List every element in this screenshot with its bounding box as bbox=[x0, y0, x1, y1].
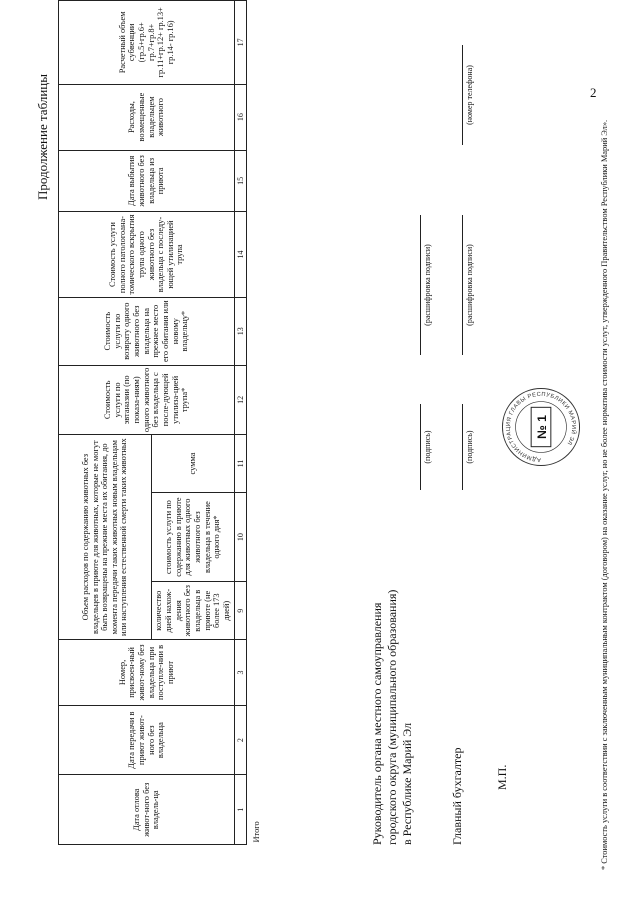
total-label: Итого bbox=[252, 821, 262, 843]
header-subvention-volume: Расчетный объем субвенции (гр.5+гр.6+ гр.7+гр.8+ гр.11+гр.12+ гр.13+ гр.14- гр.16) bbox=[59, 1, 235, 85]
column-number-row bbox=[235, 1, 247, 845]
header-return-cost: Стоимость услуги по возврату одного животного без владельца на прежнее место его обитания или новому владельцу* bbox=[59, 297, 235, 365]
footnote: * Стоимость услуги в соответствии с заключенным муниципальным контрактом (договором) на оказание услуг, но не более норматива стоимости услут, утвержденного Правительством Республики Марий Эл». bbox=[600, 119, 609, 870]
accountant-signature-caption: (подпись) bbox=[465, 430, 474, 464]
column-number: 9 bbox=[235, 582, 247, 640]
column-number: 12 bbox=[235, 365, 247, 435]
column-number: 2 bbox=[235, 705, 247, 775]
column-number: 10 bbox=[235, 492, 247, 581]
header-sum: сумма bbox=[152, 435, 235, 493]
head-signature-caption: (подпись) bbox=[423, 430, 432, 464]
head-transcript-caption: (расшифровка подписи) bbox=[423, 244, 432, 326]
header-capture-date: Дата отлова живот-ного без владель-ца bbox=[59, 775, 235, 845]
column-number: 11 bbox=[235, 435, 247, 493]
header-maintenance-group: Объем расходов по содержанию животных без владельцев в приюте для животных, которые не могут быть возвращены на прежние места их обитания, до момента передачи таких животных новым владельцам или наступления естественной смерти таких животных bbox=[59, 435, 152, 640]
header-euthanasia-cost: Стоимость услуги по эвтаназии (по показа-ниям) одного животного без владельца с после-дующей утилиза-цией трупа* bbox=[59, 365, 235, 435]
official-stamp bbox=[500, 386, 582, 468]
header-exit-date: Дата выбытия животного без владельца из приюта bbox=[59, 150, 235, 212]
phone-caption: (номер телефона) bbox=[465, 65, 474, 125]
head-title-line: Руководитель органа местного самоуправления bbox=[370, 602, 384, 845]
header-transfer-date: Дата передачи в приют живот-ного без владельца bbox=[59, 705, 235, 775]
header-daily-cost: стоимость услуги по содержанию в приюте для животных одного животного без владельца в течение одного дня* bbox=[152, 492, 235, 581]
header-animal-number: Номер, присвоен-ный живот-ному без владельца при поступле-нии в приют bbox=[59, 640, 235, 706]
column-number: 15 bbox=[235, 150, 247, 212]
accountant-transcript-caption: (расшифровка подписи) bbox=[465, 244, 474, 326]
header-owner-reimbursed: Расходы, возмещенные владельцем животного bbox=[59, 84, 235, 150]
total-row bbox=[247, 1, 265, 845]
accountant-signature-line bbox=[462, 404, 463, 490]
column-number: 17 bbox=[235, 1, 247, 85]
header-autopsy-cost: Стоимость услуги полного патологоана-томического вскрытия трупа одного животного без владельца с последу-ющей утилизацией трупа bbox=[59, 212, 235, 298]
head-title bbox=[370, 590, 415, 845]
head-signature-line bbox=[420, 404, 421, 490]
header-days-count: количество дней нахож-дения животного без владельца в приюте (не более 173 дней) bbox=[152, 582, 235, 640]
column-number: 3 bbox=[235, 640, 247, 706]
stamp-place-label: М.П. bbox=[495, 764, 509, 790]
page-number: 2 bbox=[590, 85, 597, 100]
stamp-number: № 1 bbox=[534, 415, 549, 439]
head-title-line: в Республике Марий Эл bbox=[400, 722, 414, 845]
head-title-line: городского округа (муниципального образования) bbox=[385, 589, 399, 845]
accountant-transcript-line bbox=[462, 215, 463, 355]
accountant-title: Главный бухгалтер bbox=[450, 747, 464, 845]
expense-table bbox=[58, 0, 264, 845]
phone-line bbox=[462, 45, 463, 145]
head-transcript-line bbox=[420, 215, 421, 355]
stamp-ring-text: АДМИНИСТРАЦИЯ ГЛАВЫ РЕСПУБЛИКИ МАРИЙ ЭЛ bbox=[505, 391, 577, 463]
column-number: 16 bbox=[235, 84, 247, 150]
table-continuation-label: Продолжение таблицы bbox=[35, 74, 50, 200]
column-number: 13 bbox=[235, 297, 247, 365]
column-number: 14 bbox=[235, 212, 247, 298]
column-number: 1 bbox=[235, 775, 247, 845]
